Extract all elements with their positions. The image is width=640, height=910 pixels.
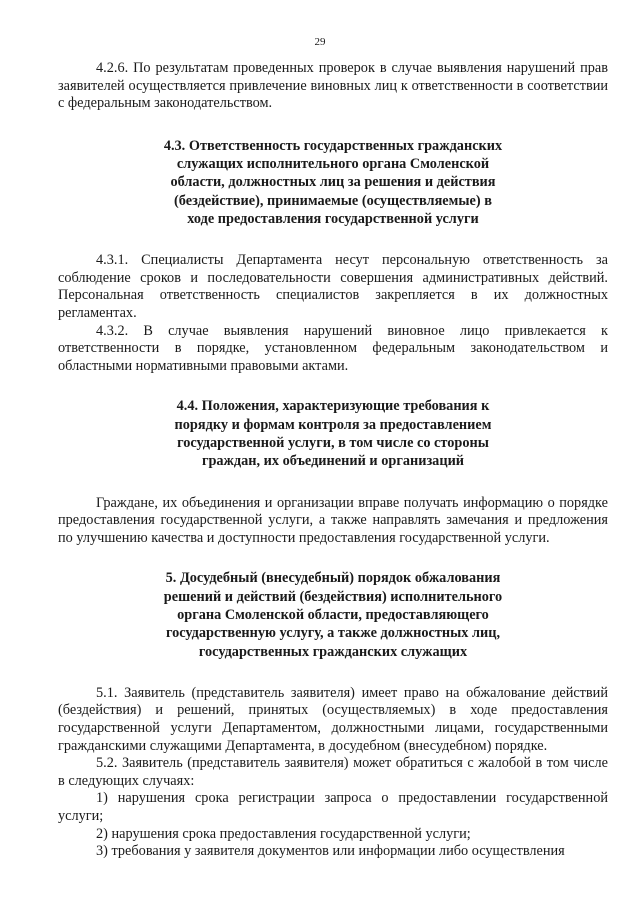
heading-4-4-line: государственной услуги, в том числе со стороны xyxy=(177,435,489,452)
paragraph-4-2-6: 4.2.6. По результатам проведенных проверок в случае выявления нарушений прав заявителей осуществляется привлечение виновных лиц к ответственности в соответствии с федеральным законодательством. xyxy=(58,60,608,112)
paragraph-4-3-1: 4.3.1. Специалисты Департамента несут персональную ответственность за соблюдение сроков и последовательности совершения административных действий. Персональная ответственность специалистов закрепляется в их должностных регламентах. xyxy=(58,252,608,322)
heading-4-4-line: граждан, их объединений и организаций xyxy=(201,453,465,470)
paragraph-5-1: 5.1. Заявитель (представитель заявителя) имеет право на обжалование действий (бездействия) и решений, принятых (осуществляемых) в ходе предоставления государственной услуги Департаментом, должностными лицами, государственными гражданскими служащими Департамента, в досудебном (внесудебном) порядке. xyxy=(58,684,608,754)
page-content xyxy=(58,60,608,861)
heading-5-line: государственных гражданских служащих xyxy=(198,643,468,660)
heading-4-3-line: 4.3. Ответственность государственных гражданских xyxy=(163,137,503,154)
list-item: 3) требования у заявителя документов или информации либо осуществления xyxy=(96,843,565,860)
heading-4-3-line: служащих исполнительного органа Смоленской xyxy=(176,156,490,173)
heading-5-line: 5. Досудебный (внесудебный) порядок обжалования xyxy=(165,570,501,587)
paragraph-4-4: Граждане, их объединения и организации вправе получать информацию о порядке предоставления государственной услуги, а также направлять замечания и предложения по улучшению качества и доступности предоставления государственной услуги. xyxy=(58,494,608,546)
heading-5-line: органа Смоленской области, предоставляющего xyxy=(177,606,489,623)
heading-4-3-line: (бездействие), принимаемые (осуществляемые) в xyxy=(174,192,492,209)
heading-5 xyxy=(58,569,608,660)
heading-4-4-line: порядку и формам контроля за предоставлением xyxy=(174,416,492,433)
heading-4-3 xyxy=(58,137,608,228)
paragraph-4-3-2: 4.3.2. В случае выявления нарушений виновное лицо привлекается к ответственности в порядке, установленном федеральным законодательством и областными нормативными правовыми актами. xyxy=(58,322,608,374)
list-item: 2) нарушения срока предоставления государственной услуги; xyxy=(96,825,471,842)
heading-4-4 xyxy=(58,397,608,470)
page-number: 29 xyxy=(314,36,326,48)
heading-5-line: государственную услугу, а также должностных лиц, xyxy=(165,625,501,642)
heading-4-3-line: ходе предоставления государственной услуги xyxy=(187,210,479,227)
paragraph-5-2: 5.2. Заявитель (представитель заявителя) может обратиться с жалобой в том числе в следующих случаях: xyxy=(58,755,608,789)
heading-5-line: решений и действий (бездействия) исполнительного xyxy=(163,588,503,605)
list-item: 1) нарушения срока регистрации запроса о предоставлении государственной услуги; xyxy=(58,790,608,825)
heading-4-3-line: области, должностных лиц за решения и действия xyxy=(170,174,496,191)
heading-4-4-line: 4.4. Положения, характеризующие требования к xyxy=(176,398,490,415)
